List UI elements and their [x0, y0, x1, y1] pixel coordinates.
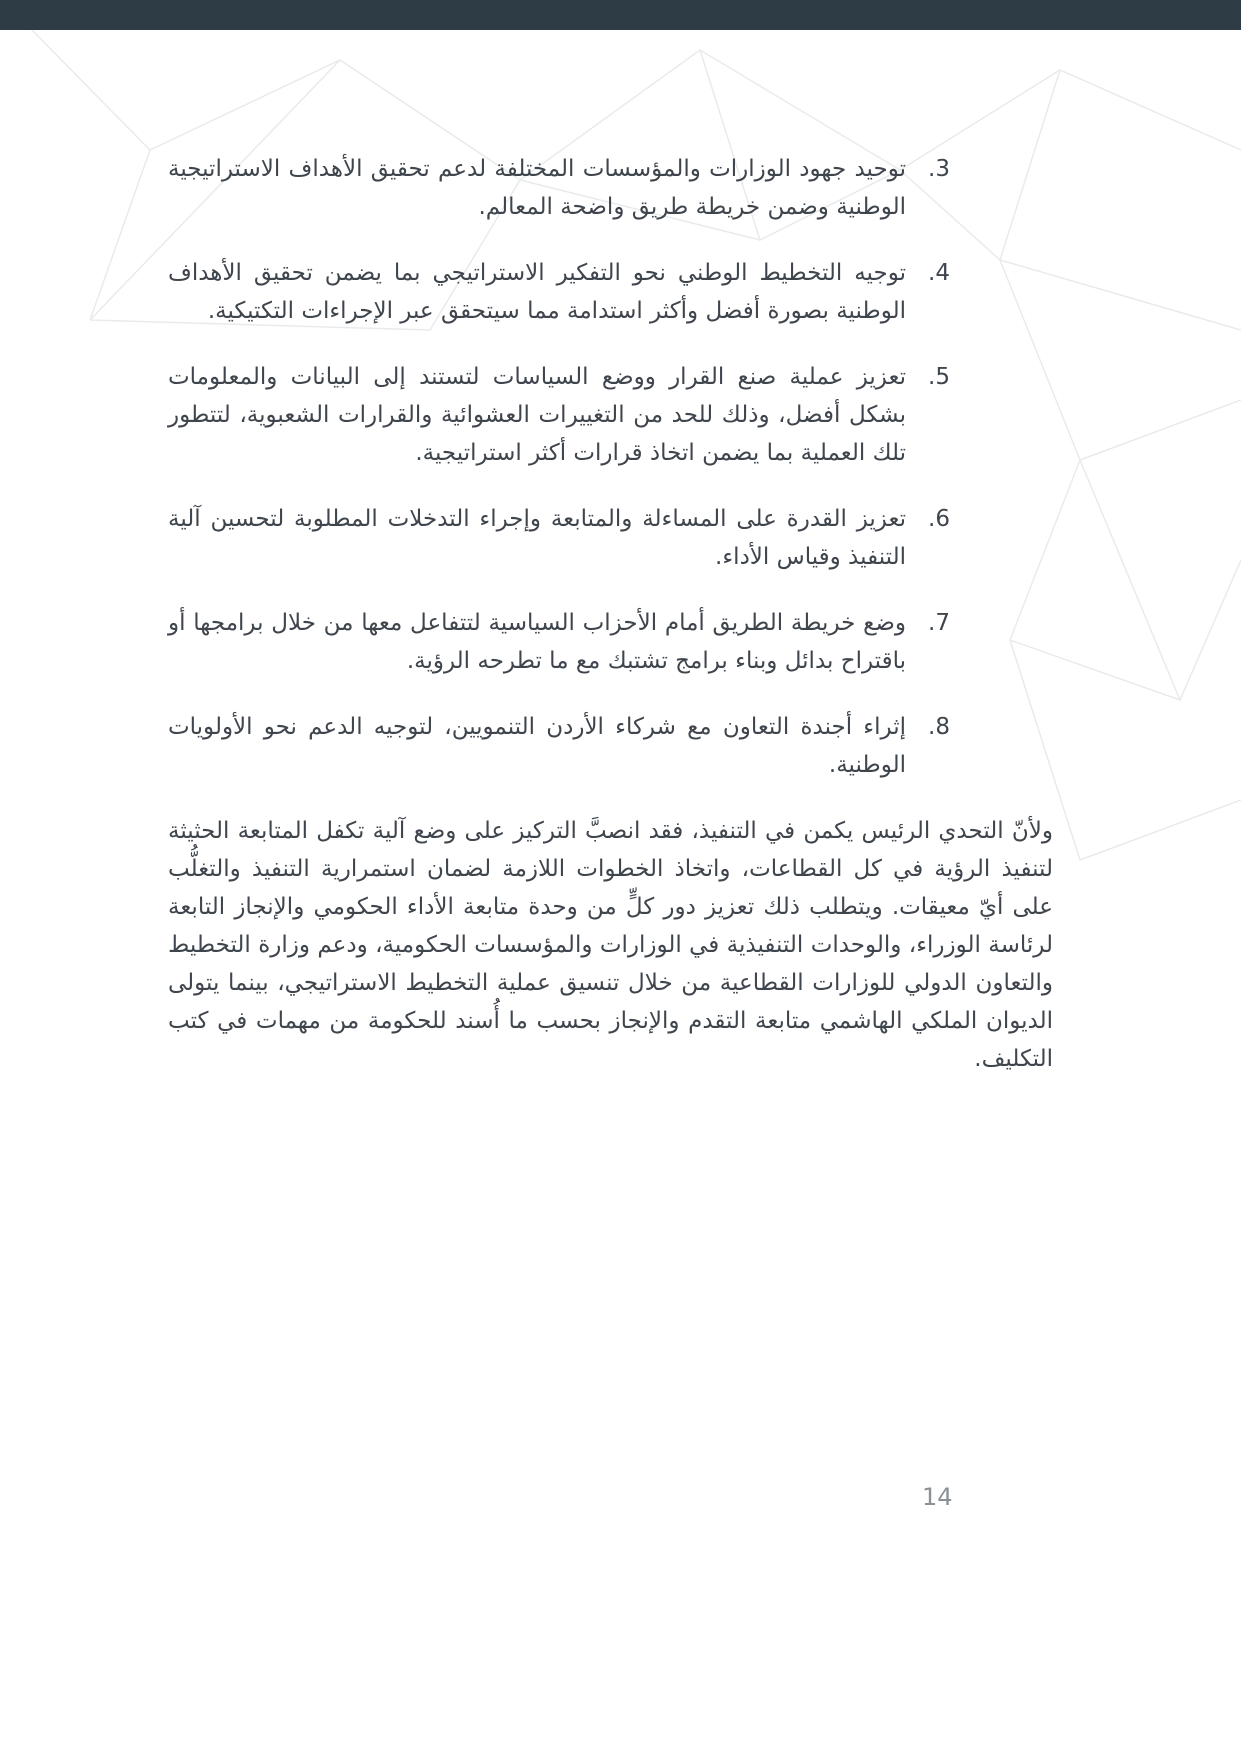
document-page — [168, 150, 1053, 1078]
list-item-number: 5. — [928, 364, 950, 390]
list-item-text: إثراء أجندة التعاون مع شركاء الأردن التنمويين، لتوجيه الدعم نحو الأولويات الوطنية. — [168, 714, 906, 778]
list-item-text: توحيد جهود الوزارات والمؤسسات المختلفة لدعم تحقيق الأهداف الاستراتيجية الوطنية وضمن خريطة طريق واضحة المعالم. — [168, 156, 906, 220]
top-accent-bar — [0, 0, 1241, 30]
list-item — [168, 708, 1053, 784]
closing-paragraph: ولأنّ التحدي الرئيس يكمن في التنفيذ، فقد انصبَّ التركيز على وضع آلية تكفل المتابعة الحثيثة لتنفيذ الرؤية في كل القطاعات، واتخاذ الخطوات اللازمة لضمان استمرارية التنفيذ والتغلُّب على أيّ معيقات. ويتطلب ذلك تعزيز دور كلٍّ من وحدة متابعة الأداء الحكومي والإنجاز التابعة لرئاسة الوزراء، والوحدات التنفيذية في الوزارات والمؤسسات الحكومية، ودعم وزارة التخطيط والتعاون الدولي للوزارات القطاعية من خلال تنسيق عملية التخطيط الاستراتيجي، بينما يتولى الديوان الملكي الهاشمي متابعة التقدم والإنجاز بحسب ما أُسند للحكومة من مهمات في كتب التكليف. — [168, 818, 1053, 1072]
list-item — [168, 500, 1053, 576]
list-item — [168, 150, 1053, 226]
list-item-text: وضع خريطة الطريق أمام الأحزاب السياسية لتتفاعل معها من خلال برامجها أو باقتراح بدائل وبناء برامج تشتبك مع ما تطرحه الرؤية. — [168, 610, 906, 674]
list-item-number: 6. — [928, 506, 950, 532]
list-item-text: تعزيز القدرة على المساءلة والمتابعة وإجراء التدخلات المطلوبة لتحسين آلية التنفيذ وقياس الأداء. — [168, 506, 906, 570]
list-item-text: تعزيز عملية صنع القرار ووضع السياسات لتستند إلى البيانات والمعلومات بشكل أفضل، وذلك للحد من التغييرات العشوائية والقرارات الشعبوية، لتتطور تلك العملية بما يضمن اتخاذ قرارات أكثر استراتيجية. — [168, 364, 906, 466]
list-item-text: توجيه التخطيط الوطني نحو التفكير الاستراتيجي بما يضمن تحقيق الأهداف الوطنية بصورة أفضل وأكثر استدامة مما سيتحقق عبر الإجراءات التكتيكية. — [168, 260, 906, 324]
list-item-number: 7. — [928, 610, 950, 636]
list-item — [168, 254, 1053, 330]
list-item-number: 8. — [928, 714, 950, 740]
list-item — [168, 358, 1053, 472]
list-item-number: 3. — [928, 156, 950, 182]
list-item — [168, 604, 1053, 680]
page-number: 14 — [922, 1483, 953, 1511]
list-item-number: 4. — [928, 260, 950, 286]
numbered-list — [168, 150, 1053, 784]
